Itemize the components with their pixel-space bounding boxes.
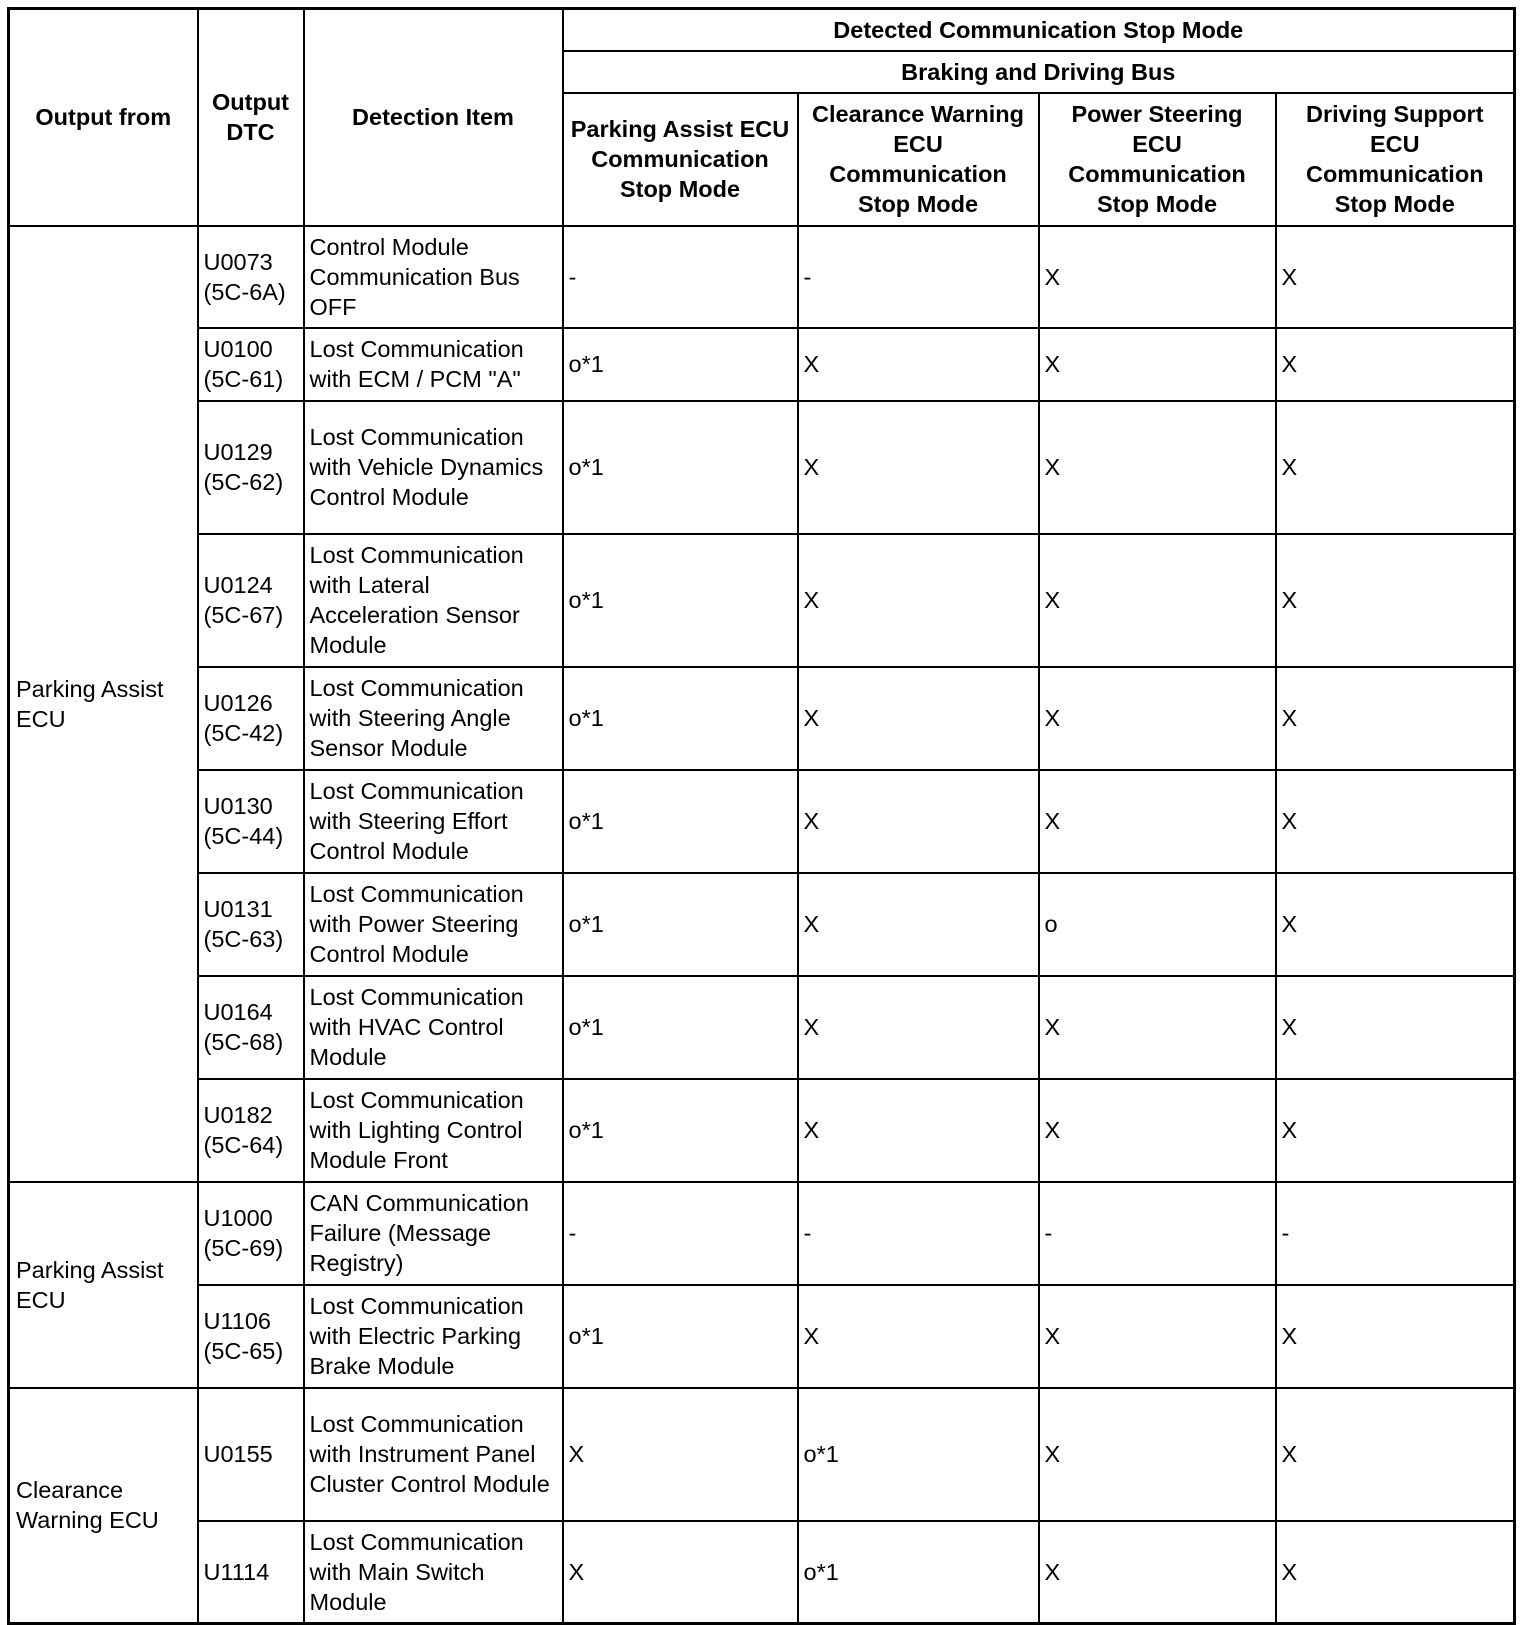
table-row <box>9 770 1515 873</box>
power-steering-mode-cell: X <box>1039 976 1276 1079</box>
parking-assist-mode-cell: - <box>563 1182 798 1285</box>
table-row <box>9 1388 1515 1521</box>
driving-support-mode-cell: X <box>1276 1388 1515 1521</box>
power-steering-mode-cell: X <box>1039 226 1276 328</box>
parking-assist-mode-cell: o*1 <box>563 534 798 667</box>
power-steering-mode-cell: - <box>1039 1182 1276 1285</box>
table-row <box>9 1182 1515 1285</box>
power-steering-mode-cell: X <box>1039 1079 1276 1182</box>
power-steering-mode-cell: X <box>1039 534 1276 667</box>
driving-support-mode-cell: X <box>1276 1285 1515 1388</box>
clearance-warning-mode-cell: X <box>798 328 1039 401</box>
header-detection-item: Detection Item <box>304 9 563 226</box>
driving-support-mode-cell: X <box>1276 1521 1515 1624</box>
driving-support-mode-cell: X <box>1276 1079 1515 1182</box>
clearance-warning-mode-cell: - <box>798 1182 1039 1285</box>
driving-support-mode-cell: X <box>1276 873 1515 976</box>
table-row <box>9 401 1515 534</box>
dtc-cell: U0129 (5C-62) <box>198 401 304 534</box>
driving-support-mode-cell: - <box>1276 1182 1515 1285</box>
power-steering-mode-cell: X <box>1039 328 1276 401</box>
clearance-warning-mode-cell: X <box>798 534 1039 667</box>
driving-support-mode-cell: X <box>1276 534 1515 667</box>
parking-assist-mode-cell: o*1 <box>563 1079 798 1182</box>
clearance-warning-mode-cell: X <box>798 667 1039 770</box>
dtc-stop-mode-table <box>7 7 1516 1625</box>
header-output-dtc: Output DTC <box>198 9 304 226</box>
table-row <box>9 976 1515 1079</box>
table-row <box>9 873 1515 976</box>
table-row <box>9 534 1515 667</box>
driving-support-mode-cell: X <box>1276 328 1515 401</box>
clearance-warning-mode-cell: X <box>798 770 1039 873</box>
dtc-cell: U1106 (5C-65) <box>198 1285 304 1388</box>
dtc-cell: U0124 (5C-67) <box>198 534 304 667</box>
detection-item-cell: Lost Communication with Electric Parking Brake Module <box>304 1285 563 1388</box>
driving-support-mode-cell: X <box>1276 667 1515 770</box>
parking-assist-mode-cell: o*1 <box>563 401 798 534</box>
dtc-cell: U0155 <box>198 1388 304 1521</box>
detection-item-cell: Lost Communication with Lateral Acceleration Sensor Module <box>304 534 563 667</box>
clearance-warning-mode-cell: X <box>798 1285 1039 1388</box>
dtc-cell: U1000 (5C-69) <box>198 1182 304 1285</box>
parking-assist-mode-cell: X <box>563 1388 798 1521</box>
power-steering-mode-cell: X <box>1039 667 1276 770</box>
detection-item-cell: Control Module Communication Bus OFF <box>304 226 563 328</box>
table-row <box>9 1079 1515 1182</box>
dtc-cell: U0164 (5C-68) <box>198 976 304 1079</box>
detection-item-cell: CAN Communication Failure (Message Registry) <box>304 1182 563 1285</box>
output-from-cell: Parking Assist ECU <box>9 1182 198 1388</box>
clearance-warning-mode-cell: - <box>798 226 1039 328</box>
parking-assist-mode-cell: o*1 <box>563 328 798 401</box>
dtc-cell: U1114 <box>198 1521 304 1624</box>
parking-assist-mode-cell: o*1 <box>563 976 798 1079</box>
header-detected-communication-stop-mode: Detected Communication Stop Mode <box>563 9 1515 51</box>
header-parking-assist-ecu-mode: Parking Assist ECU Communication Stop Mode <box>563 93 798 226</box>
detection-item-cell: Lost Communication with Power Steering Control Module <box>304 873 563 976</box>
power-steering-mode-cell: X <box>1039 1521 1276 1624</box>
dtc-cell: U0182 (5C-64) <box>198 1079 304 1182</box>
power-steering-mode-cell: o <box>1039 873 1276 976</box>
table-row <box>9 226 1515 328</box>
detection-item-cell: Lost Communication with HVAC Control Module <box>304 976 563 1079</box>
table-row <box>9 1521 1515 1624</box>
output-from-cell: Clearance Warning ECU <box>9 1388 198 1624</box>
dtc-cell: U0126 (5C-42) <box>198 667 304 770</box>
parking-assist-mode-cell: o*1 <box>563 770 798 873</box>
header-power-steering-ecu-mode: Power Steering ECU Communication Stop Mode <box>1039 93 1276 226</box>
driving-support-mode-cell: X <box>1276 226 1515 328</box>
header-braking-and-driving-bus: Braking and Driving Bus <box>563 51 1515 93</box>
parking-assist-mode-cell: o*1 <box>563 873 798 976</box>
power-steering-mode-cell: X <box>1039 1388 1276 1521</box>
table-row <box>9 667 1515 770</box>
dtc-cell: U0073 (5C-6A) <box>198 226 304 328</box>
output-from-cell: Parking Assist ECU <box>9 226 198 1182</box>
table-row <box>9 328 1515 401</box>
detection-item-cell: Lost Communication with Main Switch Module <box>304 1521 563 1624</box>
detection-item-cell: Lost Communication with Steering Effort Control Module <box>304 770 563 873</box>
dtc-cell: U0131 (5C-63) <box>198 873 304 976</box>
driving-support-mode-cell: X <box>1276 770 1515 873</box>
parking-assist-mode-cell: o*1 <box>563 667 798 770</box>
clearance-warning-mode-cell: o*1 <box>798 1388 1039 1521</box>
dtc-cell: U0100 (5C-61) <box>198 328 304 401</box>
detection-item-cell: Lost Communication with Steering Angle Sensor Module <box>304 667 563 770</box>
header-clearance-warning-ecu-mode: Clearance Warning ECU Communication Stop Mode <box>798 93 1039 226</box>
detection-item-cell: Lost Communication with Vehicle Dynamics Control Module <box>304 401 563 534</box>
driving-support-mode-cell: X <box>1276 976 1515 1079</box>
header-driving-support-ecu-mode: Driving Support ECU Communication Stop Mode <box>1276 93 1515 226</box>
clearance-warning-mode-cell: o*1 <box>798 1521 1039 1624</box>
detection-item-cell: Lost Communication with Instrument Panel Cluster Control Module <box>304 1388 563 1521</box>
parking-assist-mode-cell: - <box>563 226 798 328</box>
detection-item-cell: Lost Communication with Lighting Control Module Front <box>304 1079 563 1182</box>
clearance-warning-mode-cell: X <box>798 976 1039 1079</box>
parking-assist-mode-cell: X <box>563 1521 798 1624</box>
power-steering-mode-cell: X <box>1039 1285 1276 1388</box>
driving-support-mode-cell: X <box>1276 401 1515 534</box>
header-output-from: Output from <box>9 9 198 226</box>
clearance-warning-mode-cell: X <box>798 1079 1039 1182</box>
power-steering-mode-cell: X <box>1039 770 1276 873</box>
dtc-cell: U0130 (5C-44) <box>198 770 304 873</box>
parking-assist-mode-cell: o*1 <box>563 1285 798 1388</box>
detection-item-cell: Lost Communication with ECM / PCM "A" <box>304 328 563 401</box>
table-row <box>9 1285 1515 1388</box>
clearance-warning-mode-cell: X <box>798 873 1039 976</box>
clearance-warning-mode-cell: X <box>798 401 1039 534</box>
power-steering-mode-cell: X <box>1039 401 1276 534</box>
